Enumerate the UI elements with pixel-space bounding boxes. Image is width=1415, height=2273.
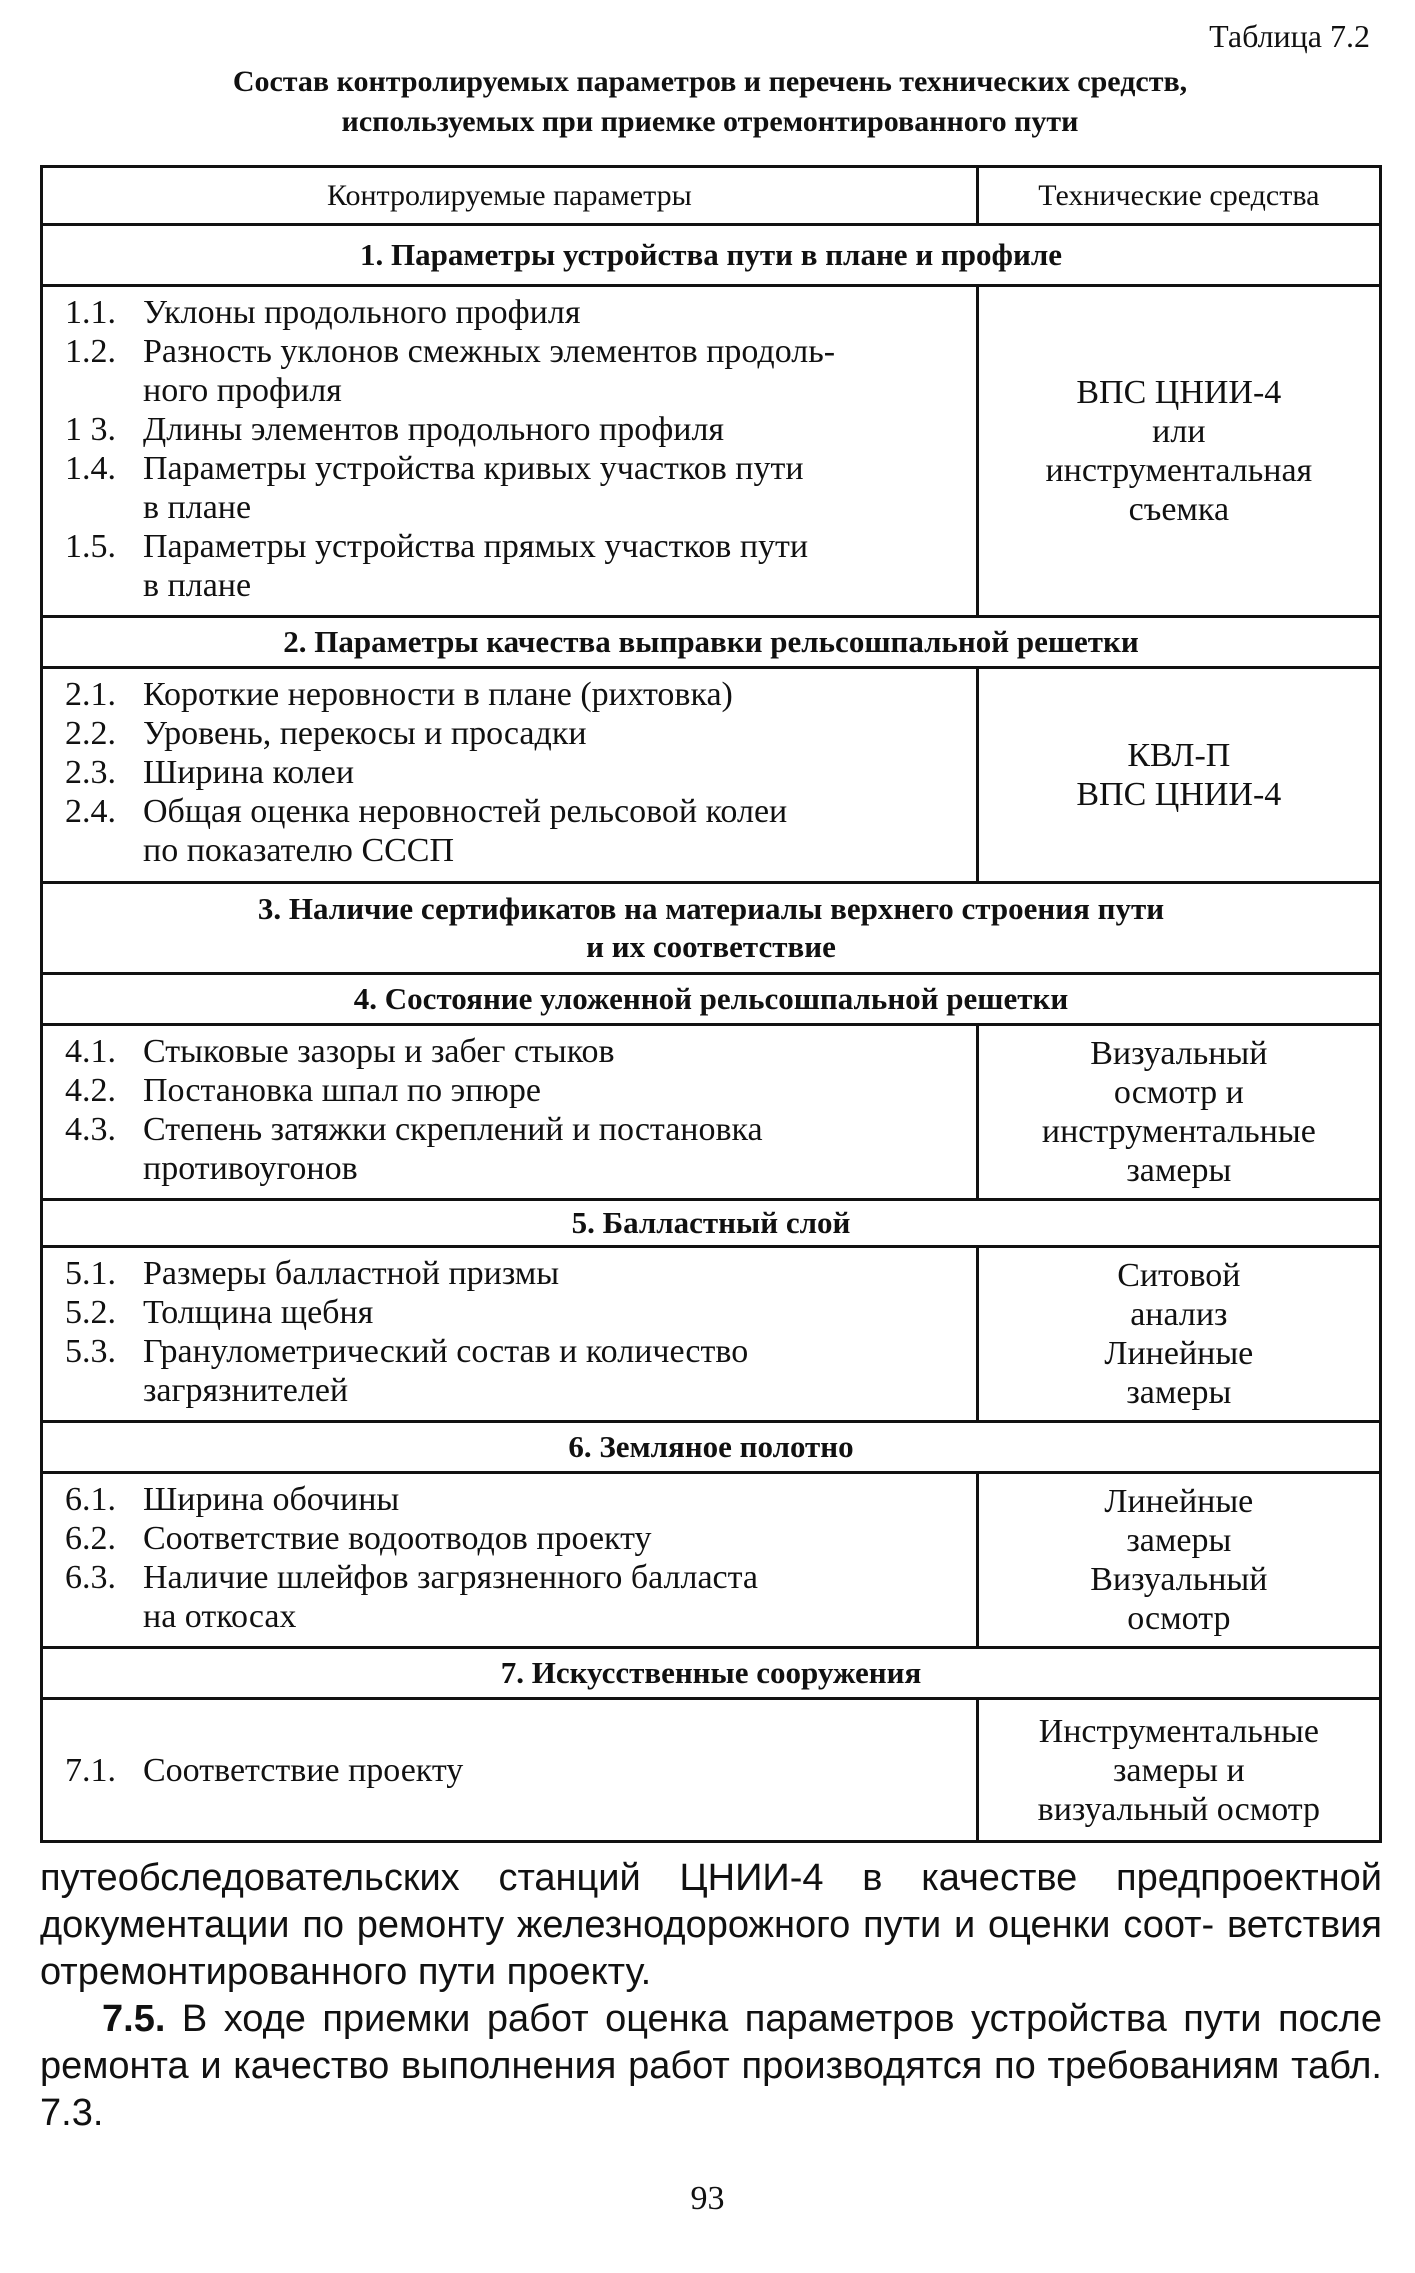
list-item xyxy=(65,332,968,410)
section-row-7 xyxy=(42,1648,1381,1699)
table-caption xyxy=(60,62,1360,142)
list-item xyxy=(65,449,968,527)
item-text: Постановка шпал по эпюре xyxy=(143,1072,541,1109)
paragraph-continued: путеобследовательских станций ЦНИИ-4 в качестве предпроектной документации по ремонту железнодорожного пути и оценки соот- ветствия отремонтированного пути проекту. xyxy=(40,1857,1382,1993)
item-number: 5.2. xyxy=(65,1294,116,1331)
parameters-table xyxy=(40,165,1382,1843)
header-parameters: Контролируемые параметры xyxy=(42,167,978,225)
section-body-7 xyxy=(42,1699,1381,1842)
list-item xyxy=(65,1480,968,1519)
paragraph-7-5: 7.5. В ходе приемки работ оценка параметров устройства пути после ремонта и качество выполнения работ производятся по требованиям табл. 7.3. xyxy=(40,1998,1382,2134)
section-title: 2. Параметры качества выправки рельсошпальной решетки xyxy=(42,617,1381,668)
section-title: 4. Состояние уложенной рельсошпальной решетки xyxy=(42,974,1381,1025)
section-row-4 xyxy=(42,974,1381,1025)
list-item xyxy=(65,410,968,449)
item-number: 6.1. xyxy=(65,1481,116,1518)
section-row-1 xyxy=(42,225,1381,286)
item-number: 4.1. xyxy=(65,1033,116,1070)
item-text: Степень затяжки скреплений и постановка противоугонов xyxy=(143,1111,763,1187)
tools-cell: Ситовой анализ Линейные замеры xyxy=(977,1247,1380,1422)
parameter-list xyxy=(42,1025,978,1200)
item-number: 1.5. xyxy=(65,528,116,565)
item-text: Наличие шлейфов загрязненного балласта на откосах xyxy=(143,1559,758,1635)
paragraph-number: 7.5. xyxy=(102,1998,166,2040)
body-text xyxy=(40,1855,1382,2137)
section-body-5 xyxy=(42,1247,1381,1422)
item-text: Ширина колеи xyxy=(143,754,355,791)
item-text: Уровень, перекосы и просадки xyxy=(143,715,587,752)
item-number: 5.1. xyxy=(65,1255,116,1292)
section-row-5 xyxy=(42,1200,1381,1247)
list-item xyxy=(65,293,968,332)
list-item xyxy=(65,1110,968,1188)
list-item xyxy=(65,1293,968,1332)
item-text: Размеры балластной призмы xyxy=(143,1255,560,1292)
item-number: 4.3. xyxy=(65,1111,116,1148)
section-body-6 xyxy=(42,1473,1381,1648)
table-number-label: Таблица 7.2 xyxy=(1209,18,1370,54)
list-item xyxy=(65,1519,968,1558)
list-item xyxy=(65,714,968,753)
section-title: 1. Параметры устройства пути в плане и профиле xyxy=(42,225,1381,286)
list-item xyxy=(65,753,968,792)
item-text: Соответствие водоотводов проекту xyxy=(143,1520,652,1557)
list-item xyxy=(65,792,968,870)
tools-cell: Линейные замеры Визуальный осмотр xyxy=(977,1473,1380,1648)
item-number: 6.2. xyxy=(65,1520,116,1557)
item-number: 1.1. xyxy=(65,294,116,331)
item-text: Параметры устройства прямых участков пути в плане xyxy=(143,528,809,604)
list-item xyxy=(65,1032,968,1071)
section-body-2 xyxy=(42,668,1381,883)
table-header-row xyxy=(42,167,1381,225)
item-number: 1.4. xyxy=(65,450,116,487)
list-item xyxy=(65,1332,968,1410)
tools-cell: Инструментальные замеры и визуальный осмотр xyxy=(977,1699,1380,1842)
item-number: 2.3. xyxy=(65,754,116,791)
item-number: 5.3. xyxy=(65,1333,116,1370)
item-text: Гранулометрический состав и количество загрязнителей xyxy=(143,1333,749,1409)
item-number: 7.1. xyxy=(65,1751,116,1789)
section-title: 7. Искусственные сооружения xyxy=(42,1648,1381,1699)
list-item xyxy=(65,1558,968,1636)
item-text: Стыковые зазоры и забег стыков xyxy=(143,1033,615,1070)
parameter-list xyxy=(42,1473,978,1648)
parameter-list xyxy=(42,668,978,883)
parameter-list xyxy=(42,1699,978,1842)
item-number: 6.3. xyxy=(65,1559,116,1596)
item-number: 1 3. xyxy=(65,411,116,448)
parameter-list xyxy=(42,286,978,617)
header-tools: Технические средства xyxy=(977,167,1380,225)
item-number: 4.2. xyxy=(65,1072,116,1109)
section-row-2 xyxy=(42,617,1381,668)
page-number: 93 xyxy=(690,2180,725,2217)
item-text: Соответствие проекту xyxy=(143,1751,464,1789)
item-text: Короткие неровности в плане (рихтовка) xyxy=(143,676,733,713)
tools-cell: КВЛ-П ВПС ЦНИИ-4 xyxy=(977,668,1380,883)
tools-cell: Визуальный осмотр и инструментальные замеры xyxy=(977,1025,1380,1200)
tools-cell: ВПС ЦНИИ-4 или инструментальная съемка xyxy=(977,286,1380,617)
item-text: Длины элементов продольного профиля xyxy=(143,411,725,448)
list-item xyxy=(65,675,968,714)
item-text: Ширина обочины xyxy=(143,1481,400,1518)
item-number: 2.2. xyxy=(65,715,116,752)
item-text: Общая оценка неровностей рельсовой колеи по показателю СССП xyxy=(143,793,788,869)
section-title: 3. Наличие сертификатов на материалы верхнего строения пути и их соответствие xyxy=(42,883,1381,974)
list-item xyxy=(65,1751,968,1790)
parameter-list xyxy=(42,1247,978,1422)
item-number: 1.2. xyxy=(65,333,116,370)
caption-line-1: Состав контролируемых параметров и перечень технических средств, xyxy=(232,65,1188,98)
item-number: 2.4. xyxy=(65,793,116,830)
section-row-3 xyxy=(42,883,1381,974)
section-title: 6. Земляное полотно xyxy=(42,1422,1381,1473)
caption-line-2: используемых при приемке отремонтированного пути xyxy=(341,105,1079,138)
item-number: 2.1. xyxy=(65,676,116,713)
list-item xyxy=(65,1071,968,1110)
section-body-1 xyxy=(42,286,1381,617)
section-body-4 xyxy=(42,1025,1381,1200)
list-item xyxy=(65,527,968,605)
list-item xyxy=(65,1254,968,1293)
item-text: Разность уклонов смежных элементов продоль- ного профиля xyxy=(143,333,836,409)
section-row-6 xyxy=(42,1422,1381,1473)
section-title: 5. Балластный слой xyxy=(42,1200,1381,1247)
item-text: Уклоны продольного профиля xyxy=(143,294,581,331)
item-text: Параметры устройства кривых участков пути в плане xyxy=(143,450,804,526)
item-text: Толщина щебня xyxy=(143,1294,374,1331)
